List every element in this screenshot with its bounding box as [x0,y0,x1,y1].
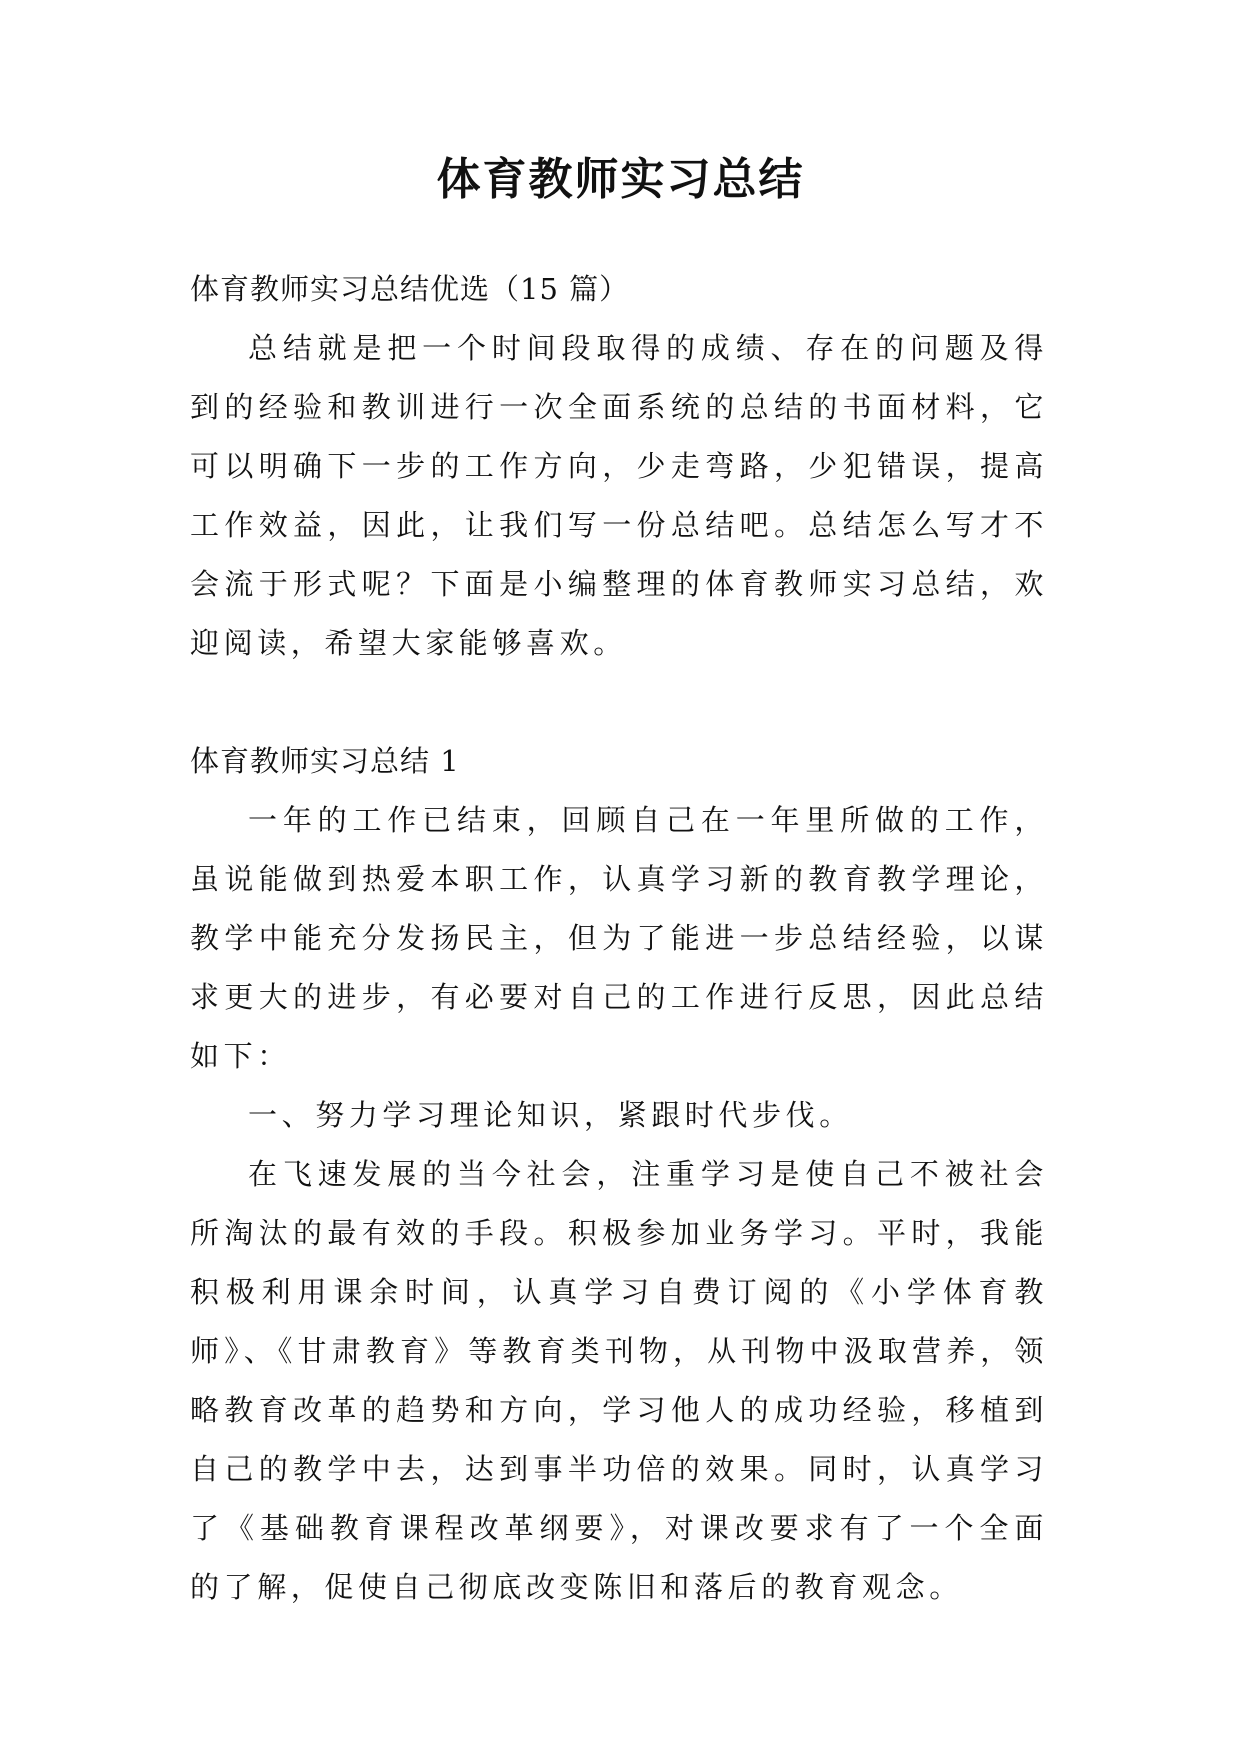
section-paragraph: 在飞速发展的当今社会，注重学习是使自己不被社会所淘汰的最有效的手段。积极参加业务学习。平时，我能积极利用课余时间，认真学习自费订阅的《小学体育教师》、《甘肃教育》等教育类刊物，从刊物中汲取营养，领略教育改革的趋势和方向，学习他人的成功经验，移植到自己的教学中去，达到事半功倍的效果。同时，认真学习了《基础教育课程改革纲要》，对课改要求有了一个全面的了解，促使自己彻底改变陈旧和落后的教育观念。 [190,1157,1048,1604]
section-heading: 体育教师实习总结 1 [190,744,460,778]
section-point-heading: 一、努力学习理论知识，紧跟时代步伐。 [248,1098,853,1132]
document-title: 体育教师实习总结 [436,154,805,205]
document-subtitle: 体育教师实习总结优选（15 篇） [190,272,630,306]
paragraph-gap [190,673,1048,732]
section-paragraph: 一年的工作已结束，回顾自己在一年里所做的工作，虽说能做到热爱本职工作，认真学习新的教育教学理论，教学中能充分发扬民主，但为了能进一步总结经验，以谋求更大的进步，有必要对自己的工作进行反思，因此总结如下： [190,803,1048,1073]
intro-paragraph: 总结就是把一个时间段取得的成绩、存在的问题及得到的经验和教训进行一次全面系统的总结的书面材料，它可以明确下一步的工作方向，少走弯路，少犯错误，提高工作效益，因此，让我们写一份总结吧。总结怎么写才不会流于形式呢？下面是小编整理的体育教师实习总结，欢迎阅读，希望大家能够喜欢。 [190,331,1048,660]
document-body [190,260,1048,1617]
